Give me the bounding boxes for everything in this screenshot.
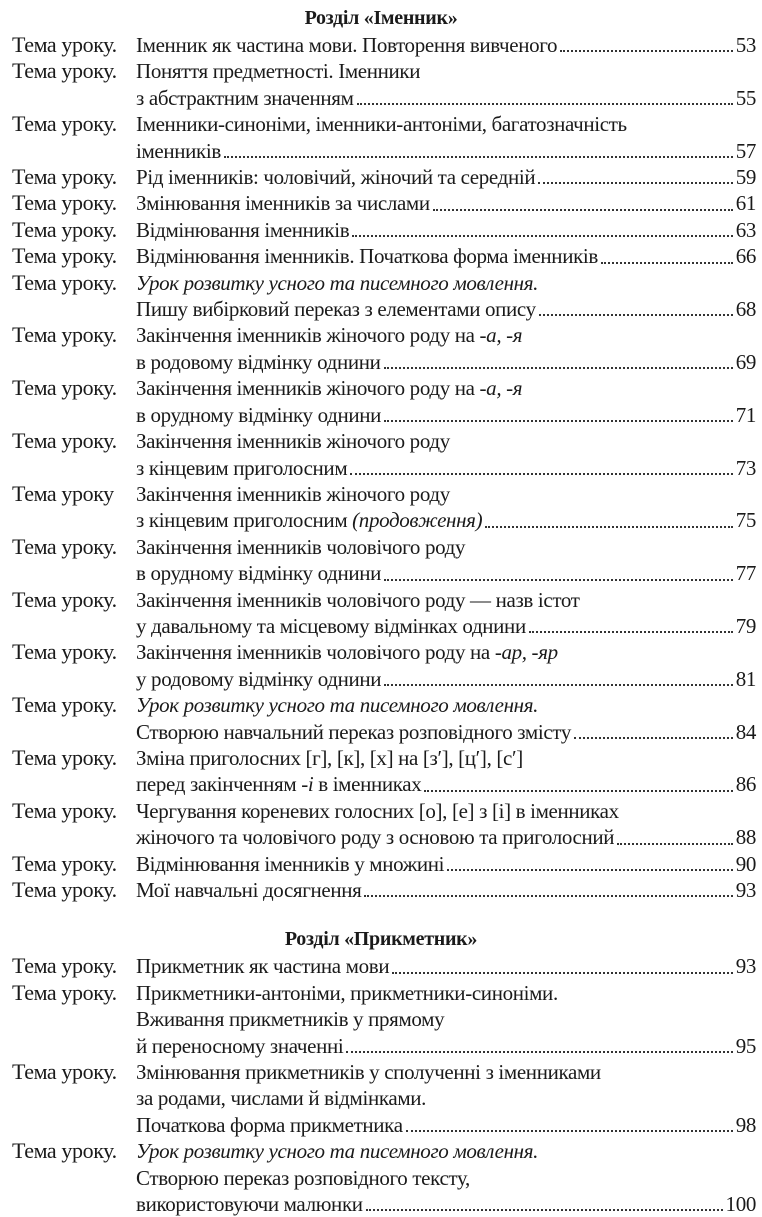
page-number: 73 bbox=[735, 455, 756, 480]
dot-leader bbox=[601, 262, 733, 264]
lesson-label: Тема уроку. bbox=[12, 243, 117, 269]
lesson-label: Тема уроку. bbox=[12, 428, 117, 454]
lesson-title bbox=[136, 692, 762, 745]
page-number: 88 bbox=[735, 825, 756, 850]
dot-leader bbox=[574, 737, 733, 739]
lesson-title-line bbox=[136, 85, 756, 111]
lesson-label: Тема уроку. bbox=[12, 164, 117, 190]
dot-leader bbox=[424, 790, 732, 792]
dot-leader bbox=[384, 579, 733, 581]
lesson-title bbox=[136, 1059, 762, 1138]
dot-leader bbox=[366, 1209, 723, 1211]
text: в родовому відмінку однини bbox=[136, 349, 381, 374]
lesson-title bbox=[136, 481, 762, 534]
lesson-title bbox=[136, 428, 762, 481]
toc-entry bbox=[0, 534, 762, 587]
text: Іменники-синоніми, іменники-антоніми, багатозначність bbox=[136, 112, 627, 137]
page-number: 95 bbox=[735, 1033, 756, 1058]
text: з кінцевим приголосним bbox=[136, 508, 353, 533]
lesson-label: Тема уроку. bbox=[12, 322, 117, 348]
toc-entry bbox=[0, 745, 762, 798]
dot-leader bbox=[485, 526, 732, 528]
lesson-title bbox=[136, 322, 762, 375]
page-number: 57 bbox=[735, 138, 756, 163]
text: Зміна приголосних [г], [к], [х] на [з′], [ц′], [с′] bbox=[136, 745, 523, 770]
lesson-label: Тема уроку. bbox=[12, 32, 117, 57]
dot-leader bbox=[539, 314, 733, 316]
italic-text: -ар, -яр bbox=[494, 640, 558, 665]
lesson-title-line bbox=[136, 980, 756, 1006]
text: й переносному значенні bbox=[136, 1033, 344, 1058]
dot-leader bbox=[560, 50, 733, 52]
page-number: 84 bbox=[735, 719, 756, 744]
toc-entry bbox=[0, 639, 762, 692]
toc-entry bbox=[0, 164, 762, 190]
text: Відмінювання іменників bbox=[136, 217, 350, 242]
dot-leader bbox=[384, 684, 733, 686]
toc-entry bbox=[0, 322, 762, 375]
text: Іменник як частина мови. Повторення вивченого bbox=[136, 33, 558, 57]
text: з абстрактним значенням bbox=[136, 85, 354, 110]
section-title: Розділ «Іменник» bbox=[304, 7, 458, 29]
lesson-label: Тема уроку. bbox=[12, 216, 117, 242]
lesson-label: Тема уроку. bbox=[12, 269, 117, 295]
lesson-title bbox=[136, 1138, 762, 1217]
lesson-title bbox=[136, 375, 762, 428]
page-number: 66 bbox=[735, 244, 756, 269]
lesson-title-line bbox=[136, 771, 756, 797]
dot-leader bbox=[392, 972, 732, 974]
text: Мої навчальні досягнення bbox=[136, 878, 362, 902]
lesson-title-line bbox=[136, 1006, 756, 1032]
lesson-title-line bbox=[136, 190, 756, 216]
lesson-title bbox=[136, 851, 762, 877]
toc-entry bbox=[0, 270, 762, 323]
lesson-label: Тема уроку. bbox=[12, 639, 117, 665]
text: Закінчення іменників жіночого роду bbox=[136, 481, 450, 506]
text: за родами, числами й відмінками. bbox=[136, 1086, 427, 1111]
lesson-label: Тема уроку. bbox=[12, 877, 117, 902]
page-number: 75 bbox=[735, 508, 756, 533]
lesson-title-line bbox=[136, 296, 756, 322]
dot-leader bbox=[364, 895, 732, 897]
toc-entry bbox=[0, 1059, 762, 1138]
lesson-title bbox=[136, 243, 762, 269]
lesson-label: Тема уроку. bbox=[12, 692, 117, 718]
text: Закінчення іменників чоловічого роду — назв істот bbox=[136, 587, 580, 612]
dot-leader bbox=[224, 156, 733, 158]
lesson-title-line bbox=[136, 824, 756, 850]
lesson-title-line bbox=[136, 613, 756, 639]
toc-section bbox=[0, 925, 762, 1217]
lesson-title-line bbox=[136, 349, 756, 375]
italic-text: Урок розвитку усного та писемного мовлення. bbox=[136, 1139, 539, 1164]
lesson-title-line bbox=[136, 639, 756, 665]
dot-leader bbox=[352, 235, 732, 237]
lesson-title-line bbox=[136, 1138, 756, 1164]
toc-entry bbox=[0, 375, 762, 428]
toc-entry bbox=[0, 243, 762, 269]
dot-leader bbox=[617, 843, 733, 845]
toc-entry bbox=[0, 58, 762, 111]
lesson-title-line bbox=[136, 692, 756, 718]
lesson-label: Тема уроку. bbox=[12, 797, 117, 823]
lesson-title-line bbox=[136, 953, 756, 979]
lesson-title bbox=[136, 745, 762, 798]
text: Чергування кореневих голосних [о], [е] з [і] в іменниках bbox=[136, 798, 619, 823]
dot-leader bbox=[346, 1051, 732, 1053]
lesson-title bbox=[136, 164, 762, 190]
page-number: 71 bbox=[735, 402, 756, 427]
section-spacer bbox=[0, 903, 762, 925]
lesson-label: Тема уроку bbox=[12, 480, 114, 506]
lesson-title-line bbox=[136, 111, 756, 137]
text: перед закінченням bbox=[136, 772, 302, 797]
toc-entry bbox=[0, 190, 762, 216]
toc-entry bbox=[0, 980, 762, 1059]
text: Поняття предметності. Іменники bbox=[136, 59, 421, 84]
lesson-title-line bbox=[136, 1085, 756, 1111]
page-number: 93 bbox=[735, 878, 756, 902]
italic-text: Урок розвитку усного та писемного мовлення. bbox=[136, 693, 539, 718]
text: Створюю навчальний переказ розповідного змісту bbox=[136, 719, 571, 744]
dot-leader bbox=[350, 473, 732, 475]
lesson-label: Тема уроку. bbox=[12, 1138, 117, 1164]
lesson-title-line bbox=[136, 666, 756, 692]
text: Створюю переказ розповідного тексту, bbox=[136, 1165, 470, 1190]
lesson-label: Тема уроку. bbox=[12, 744, 117, 770]
page-number: 86 bbox=[735, 772, 756, 797]
lesson-title-line bbox=[136, 798, 756, 824]
text: в орудному відмінку однини bbox=[136, 561, 382, 586]
text: Прикметники-антоніми, прикметники-синоніми. bbox=[136, 980, 558, 1005]
page-number: 68 bbox=[735, 297, 756, 322]
dot-leader bbox=[384, 420, 733, 422]
text: використовуючи малюнки bbox=[136, 1192, 363, 1217]
text: Закінчення іменників чоловічого роду на bbox=[136, 640, 495, 665]
text: у давальному та місцевому відмінках однини bbox=[136, 613, 526, 638]
lesson-title-line bbox=[136, 851, 756, 877]
lesson-title-line bbox=[136, 402, 756, 428]
toc-entry bbox=[0, 877, 762, 903]
lesson-title-line bbox=[136, 745, 756, 771]
toc-entry bbox=[0, 1138, 762, 1217]
italic-text: -а, -я bbox=[479, 323, 523, 348]
lesson-title-line bbox=[136, 1059, 756, 1085]
dot-leader bbox=[447, 869, 733, 871]
text: Змінювання прикметників у сполученні з іменниками bbox=[136, 1060, 601, 1085]
lesson-title-line bbox=[136, 534, 756, 560]
lesson-label: Тема уроку. bbox=[12, 953, 117, 979]
page-number: 90 bbox=[735, 851, 756, 876]
text: Відмінювання іменників. Початкова форма іменників bbox=[136, 244, 598, 269]
lesson-title-line bbox=[136, 1191, 756, 1217]
dot-leader bbox=[433, 209, 733, 211]
dot-leader bbox=[538, 182, 732, 184]
text: Пишу вибірковий переказ з елементами опису bbox=[136, 297, 536, 322]
lesson-title-line bbox=[136, 1112, 756, 1138]
text: Вживання прикметників у прямому bbox=[136, 1007, 445, 1032]
lesson-title-line bbox=[136, 138, 756, 164]
text: Закінчення іменників жіночого роду bbox=[136, 429, 450, 454]
lesson-label: Тема уроку. bbox=[12, 533, 117, 559]
lesson-title bbox=[136, 190, 762, 216]
page-number: 55 bbox=[735, 85, 756, 110]
lesson-title-line bbox=[136, 481, 756, 507]
lesson-title bbox=[136, 953, 762, 979]
italic-text: Урок розвитку усного та писемного мовлення. bbox=[136, 270, 539, 295]
page-number: 59 bbox=[735, 165, 756, 190]
lesson-title-line bbox=[136, 719, 756, 745]
lesson-title-line bbox=[136, 1165, 756, 1191]
lesson-title-line bbox=[136, 877, 756, 903]
toc-entry bbox=[0, 798, 762, 851]
lesson-title-line bbox=[136, 217, 756, 243]
lesson-title-line bbox=[136, 455, 756, 481]
dot-leader bbox=[357, 103, 733, 105]
text: Закінчення іменників чоловічого роду bbox=[136, 534, 466, 559]
dot-leader bbox=[384, 367, 733, 369]
lesson-label: Тема уроку. bbox=[12, 375, 117, 401]
text: Закінчення іменників жіночого роду на bbox=[136, 376, 480, 401]
lesson-label: Тема уроку. bbox=[12, 586, 117, 612]
page-number: 98 bbox=[735, 1112, 756, 1137]
lesson-title bbox=[136, 877, 762, 903]
lesson-title bbox=[136, 980, 762, 1059]
text: іменників bbox=[136, 138, 221, 163]
lesson-title-line bbox=[136, 1033, 756, 1059]
page-number: 81 bbox=[735, 666, 756, 691]
text: жіночого та чоловічого роду з основою та приголосний bbox=[136, 825, 615, 850]
text: Закінчення іменників жіночого роду на bbox=[136, 323, 480, 348]
lesson-label: Тема уроку. bbox=[12, 1059, 117, 1085]
lesson-title-line bbox=[136, 32, 756, 58]
toc-entry bbox=[0, 692, 762, 745]
text: Відмінювання іменників у множині bbox=[136, 851, 445, 876]
lesson-label: Тема уроку. bbox=[12, 190, 117, 216]
toc-entry bbox=[0, 481, 762, 534]
page-number: 100 bbox=[725, 1192, 756, 1217]
lesson-title bbox=[136, 587, 762, 640]
lesson-title bbox=[136, 798, 762, 851]
lesson-title bbox=[136, 270, 762, 323]
toc-entry bbox=[0, 217, 762, 243]
italic-text: -а, -я bbox=[479, 376, 523, 401]
page-number: 77 bbox=[735, 561, 756, 586]
lesson-title bbox=[136, 32, 762, 58]
lesson-label: Тема уроку. bbox=[12, 58, 117, 84]
lesson-title-line bbox=[136, 375, 756, 401]
lesson-title bbox=[136, 58, 762, 111]
page-number: 53 bbox=[735, 33, 756, 57]
text: Змінювання іменників за числами bbox=[136, 191, 430, 216]
lesson-title-line bbox=[136, 560, 756, 586]
lesson-title-line bbox=[136, 164, 756, 190]
page-number: 93 bbox=[735, 954, 756, 979]
lesson-title-line bbox=[136, 270, 756, 296]
toc-entry bbox=[0, 428, 762, 481]
text: в іменниках bbox=[313, 772, 422, 797]
lesson-label: Тема уроку. bbox=[12, 979, 117, 1005]
section-title: Розділ «Прикметник» bbox=[284, 928, 478, 951]
lesson-title-line bbox=[136, 322, 756, 348]
toc-section bbox=[0, 4, 762, 903]
dot-leader bbox=[529, 631, 733, 633]
italic-text: (продовження) bbox=[352, 508, 483, 533]
page-number: 79 bbox=[735, 613, 756, 638]
text: Прикметник як частина мови bbox=[136, 954, 390, 979]
text: у родовому відмінку однини bbox=[136, 666, 382, 691]
page-number: 63 bbox=[735, 217, 756, 242]
lesson-title-line bbox=[136, 58, 756, 84]
page-number: 61 bbox=[735, 191, 756, 216]
lesson-label: Тема уроку. bbox=[12, 111, 117, 137]
lesson-title bbox=[136, 534, 762, 587]
toc-entry bbox=[0, 587, 762, 640]
toc-entry bbox=[0, 851, 762, 877]
lesson-title-line bbox=[136, 587, 756, 613]
toc-entry bbox=[0, 111, 762, 164]
lesson-title-line bbox=[136, 507, 756, 533]
lesson-title bbox=[136, 111, 762, 164]
toc-entry bbox=[0, 953, 762, 979]
page-number: 69 bbox=[735, 349, 756, 374]
toc-entry bbox=[0, 32, 762, 58]
lesson-title bbox=[136, 217, 762, 243]
text: Початкова форма прикметника bbox=[136, 1112, 403, 1137]
text: з кінцевим приголосним bbox=[136, 455, 348, 480]
dot-leader bbox=[406, 1130, 733, 1132]
italic-text: -і bbox=[301, 772, 314, 797]
lesson-title bbox=[136, 639, 762, 692]
lesson-label: Тема уроку. bbox=[12, 850, 117, 876]
lesson-title-line bbox=[136, 243, 756, 269]
text: Рід іменників: чоловічий, жіночий та середній bbox=[136, 165, 536, 190]
text: в орудному відмінку однини bbox=[136, 402, 382, 427]
lesson-title-line bbox=[136, 428, 756, 454]
